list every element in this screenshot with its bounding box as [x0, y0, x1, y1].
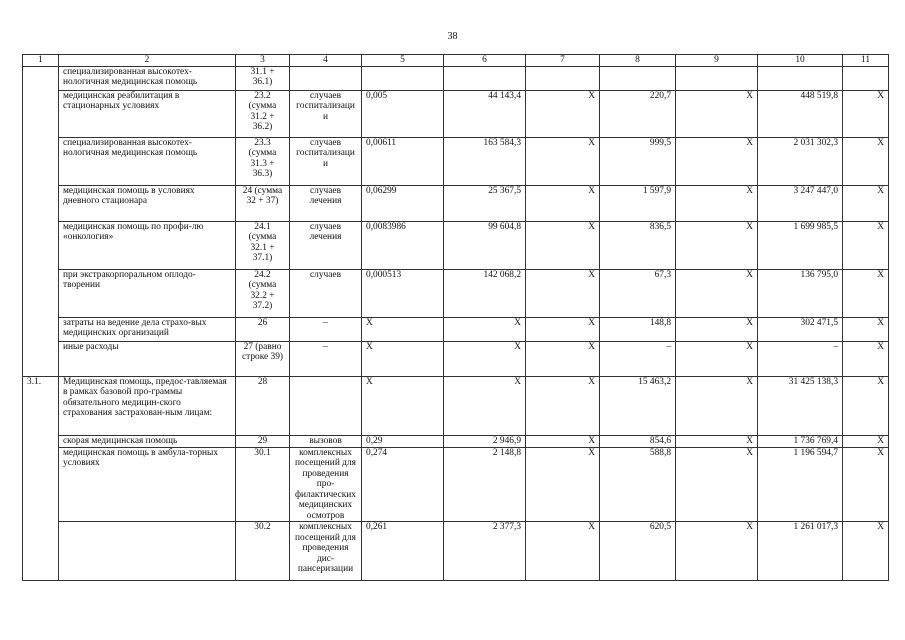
line-number-cell: 24.1 (сумма 32.1 + 37.1) — [236, 221, 290, 269]
unit-cell: комплексных посещений для проведения дис-пансеризации — [290, 522, 362, 581]
col10-cell: 1 261 017,3 — [758, 522, 843, 581]
col-header-1: 1 — [23, 55, 59, 67]
col8-cell — [600, 66, 676, 90]
col11-cell: X — [843, 221, 889, 269]
cost-norm-cell: 25 367,5 — [444, 185, 526, 221]
col10-cell: 1 736 769,4 — [758, 435, 843, 447]
table-row — [23, 522, 889, 581]
col10-cell: 1 699 985,5 — [758, 221, 843, 269]
col8-cell: 836,5 — [600, 221, 676, 269]
line-number-cell: 26 — [236, 317, 290, 341]
col11-cell: X — [843, 90, 889, 137]
line-number-cell: 23.2 (сумма 31.2 + 36.2) — [236, 90, 290, 137]
table-row — [23, 447, 889, 522]
item-name-cell: медицинская реабилитация в стационарных условиях — [59, 90, 236, 137]
col10-cell — [758, 66, 843, 90]
col11-cell: X — [843, 137, 889, 185]
item-name-cell: затраты на ведение дела страхо-вых медицинских организаций — [59, 317, 236, 341]
col-header-4: 4 — [290, 55, 362, 67]
table-row — [23, 90, 889, 137]
unit-cell: случаев — [290, 269, 362, 317]
col9-cell: X — [676, 376, 758, 435]
col9-cell: X — [676, 341, 758, 376]
col8-cell: 148,8 — [600, 317, 676, 341]
unit-cell: случаев госпитализации — [290, 137, 362, 185]
col-header-5: 5 — [362, 55, 444, 67]
col8-cell: 588,8 — [600, 447, 676, 522]
financing-table — [22, 54, 889, 581]
volume-norm-cell: 0,0083986 — [362, 221, 444, 269]
col8-cell: 620,5 — [600, 522, 676, 581]
col9-cell: X — [676, 90, 758, 137]
col10-cell: 2 031 302,3 — [758, 137, 843, 185]
col10-cell: 1 196 594,7 — [758, 447, 843, 522]
volume-norm-cell — [362, 66, 444, 90]
volume-norm-cell: X — [362, 317, 444, 341]
col10-cell: 31 425 138,3 — [758, 376, 843, 435]
col7-cell — [526, 66, 600, 90]
volume-norm-cell: 0,29 — [362, 435, 444, 447]
volume-norm-cell: 0,00611 — [362, 137, 444, 185]
cost-norm-cell: X — [444, 341, 526, 376]
col8-cell: 854,6 — [600, 435, 676, 447]
table-row — [23, 317, 889, 341]
col9-cell: X — [676, 185, 758, 221]
unit-cell — [290, 66, 362, 90]
col7-cell: X — [526, 522, 600, 581]
item-name-cell: медицинская помощь в амбула-торных условиях — [59, 447, 236, 522]
item-name-cell: специализированная высокотех-нологичная медицинская помощь — [59, 137, 236, 185]
col11-cell: X — [843, 269, 889, 317]
col10-cell: 302 471,5 — [758, 317, 843, 341]
table-row — [23, 221, 889, 269]
item-name-cell: при экстракорпоральном оплодо-творении — [59, 269, 236, 317]
col8-cell: 220,7 — [600, 90, 676, 137]
col11-cell: X — [843, 522, 889, 581]
col7-cell: X — [526, 269, 600, 317]
cost-norm-cell: 142 068,2 — [444, 269, 526, 317]
col7-cell: X — [526, 317, 600, 341]
col9-cell: X — [676, 221, 758, 269]
item-name-cell: медицинская помощь по профи-лю «онкология» — [59, 221, 236, 269]
col11-cell — [843, 66, 889, 90]
col-header-7: 7 — [526, 55, 600, 67]
col7-cell: X — [526, 447, 600, 522]
col11-cell: X — [843, 376, 889, 435]
table-row — [23, 435, 889, 447]
unit-cell: вызовов — [290, 435, 362, 447]
line-number-cell: 31.1 + 36.1) — [236, 66, 290, 90]
col-header-11: 11 — [843, 55, 889, 67]
unit-cell: случаев госпитализации — [290, 90, 362, 137]
cost-norm-cell — [444, 66, 526, 90]
col7-cell: X — [526, 90, 600, 137]
item-name-cell: скорая медицинская помощь — [59, 435, 236, 447]
col9-cell: X — [676, 435, 758, 447]
col9-cell: X — [676, 269, 758, 317]
line-number-cell: 27 (равно строке 39) — [236, 341, 290, 376]
col7-cell: X — [526, 376, 600, 435]
col8-cell: 999,5 — [600, 137, 676, 185]
col8-cell: 67,3 — [600, 269, 676, 317]
item-name-cell: иные расходы — [59, 341, 236, 376]
col10-cell: 448 519,8 — [758, 90, 843, 137]
col11-cell: X — [843, 341, 889, 376]
volume-norm-cell: 0,005 — [362, 90, 444, 137]
col8-cell: 15 463,2 — [600, 376, 676, 435]
item-name-cell: специализированная высокотех-нологичная медицинская помощь — [59, 66, 236, 90]
cost-norm-cell: 2 377,3 — [444, 522, 526, 581]
table-row — [23, 66, 889, 90]
item-name-cell: Медицинская помощь, предос-тавляемая в рамках базовой про-граммы обязательного медицин-ского страхования застрахован-ным лицам: — [59, 376, 236, 435]
cost-norm-cell: 2 148,8 — [444, 447, 526, 522]
section-number-cell — [23, 66, 59, 376]
cost-norm-cell: 44 143,4 — [444, 90, 526, 137]
col9-cell: X — [676, 137, 758, 185]
line-number-cell: 30.2 — [236, 522, 290, 581]
table-row — [23, 137, 889, 185]
col7-cell: X — [526, 341, 600, 376]
col8-cell: – — [600, 341, 676, 376]
unit-cell: комплексных посещений для проведения про-филактических медицинских осмотров — [290, 447, 362, 522]
col9-cell: X — [676, 522, 758, 581]
table-row — [23, 269, 889, 317]
cost-norm-cell: X — [444, 317, 526, 341]
col9-cell — [676, 66, 758, 90]
section-number-cell: 3.1. — [23, 376, 59, 581]
line-number-cell: 28 — [236, 376, 290, 435]
page-number: 38 — [447, 31, 458, 42]
col10-cell: 136 795,0 — [758, 269, 843, 317]
volume-norm-cell: 0,261 — [362, 522, 444, 581]
col-header-8: 8 — [600, 55, 676, 67]
unit-cell: случаев лечения — [290, 185, 362, 221]
line-number-cell: 24 (сумма 32 + 37) — [236, 185, 290, 221]
col11-cell: X — [843, 435, 889, 447]
table-row — [23, 185, 889, 221]
line-number-cell: 24.2 (сумма 32.2 + 37.2) — [236, 269, 290, 317]
volume-norm-cell: 0,06299 — [362, 185, 444, 221]
cost-norm-cell: 99 604,8 — [444, 221, 526, 269]
unit-cell — [290, 376, 362, 435]
col7-cell: X — [526, 221, 600, 269]
unit-cell: – — [290, 341, 362, 376]
col11-cell: X — [843, 185, 889, 221]
col-header-9: 9 — [676, 55, 758, 67]
col10-cell: – — [758, 341, 843, 376]
line-number-cell: 29 — [236, 435, 290, 447]
col11-cell: X — [843, 447, 889, 522]
column-number-row — [23, 55, 889, 67]
table-row — [23, 341, 889, 376]
volume-norm-cell: X — [362, 376, 444, 435]
line-number-cell: 30.1 — [236, 447, 290, 522]
item-name-cell: медицинская помощь в условиях дневного стационара — [59, 185, 236, 221]
col9-cell: X — [676, 317, 758, 341]
col9-cell: X — [676, 447, 758, 522]
col11-cell: X — [843, 317, 889, 341]
volume-norm-cell: 0,274 — [362, 447, 444, 522]
col7-cell: X — [526, 435, 600, 447]
item-name-cell — [59, 522, 236, 581]
col8-cell: 1 597,9 — [600, 185, 676, 221]
volume-norm-cell: 0,000513 — [362, 269, 444, 317]
col-header-10: 10 — [758, 55, 843, 67]
unit-cell: – — [290, 317, 362, 341]
col-header-2: 2 — [59, 55, 236, 67]
col7-cell: X — [526, 137, 600, 185]
line-number-cell: 23.3 (сумма 31.3 + 36.3) — [236, 137, 290, 185]
col7-cell: X — [526, 185, 600, 221]
col-header-3: 3 — [236, 55, 290, 67]
table-row — [23, 376, 889, 435]
cost-norm-cell: 2 946,9 — [444, 435, 526, 447]
col10-cell: 3 247 447,0 — [758, 185, 843, 221]
cost-norm-cell: X — [444, 376, 526, 435]
volume-norm-cell: X — [362, 341, 444, 376]
cost-norm-cell: 163 584,3 — [444, 137, 526, 185]
col-header-6: 6 — [444, 55, 526, 67]
unit-cell: случаев лечения — [290, 221, 362, 269]
